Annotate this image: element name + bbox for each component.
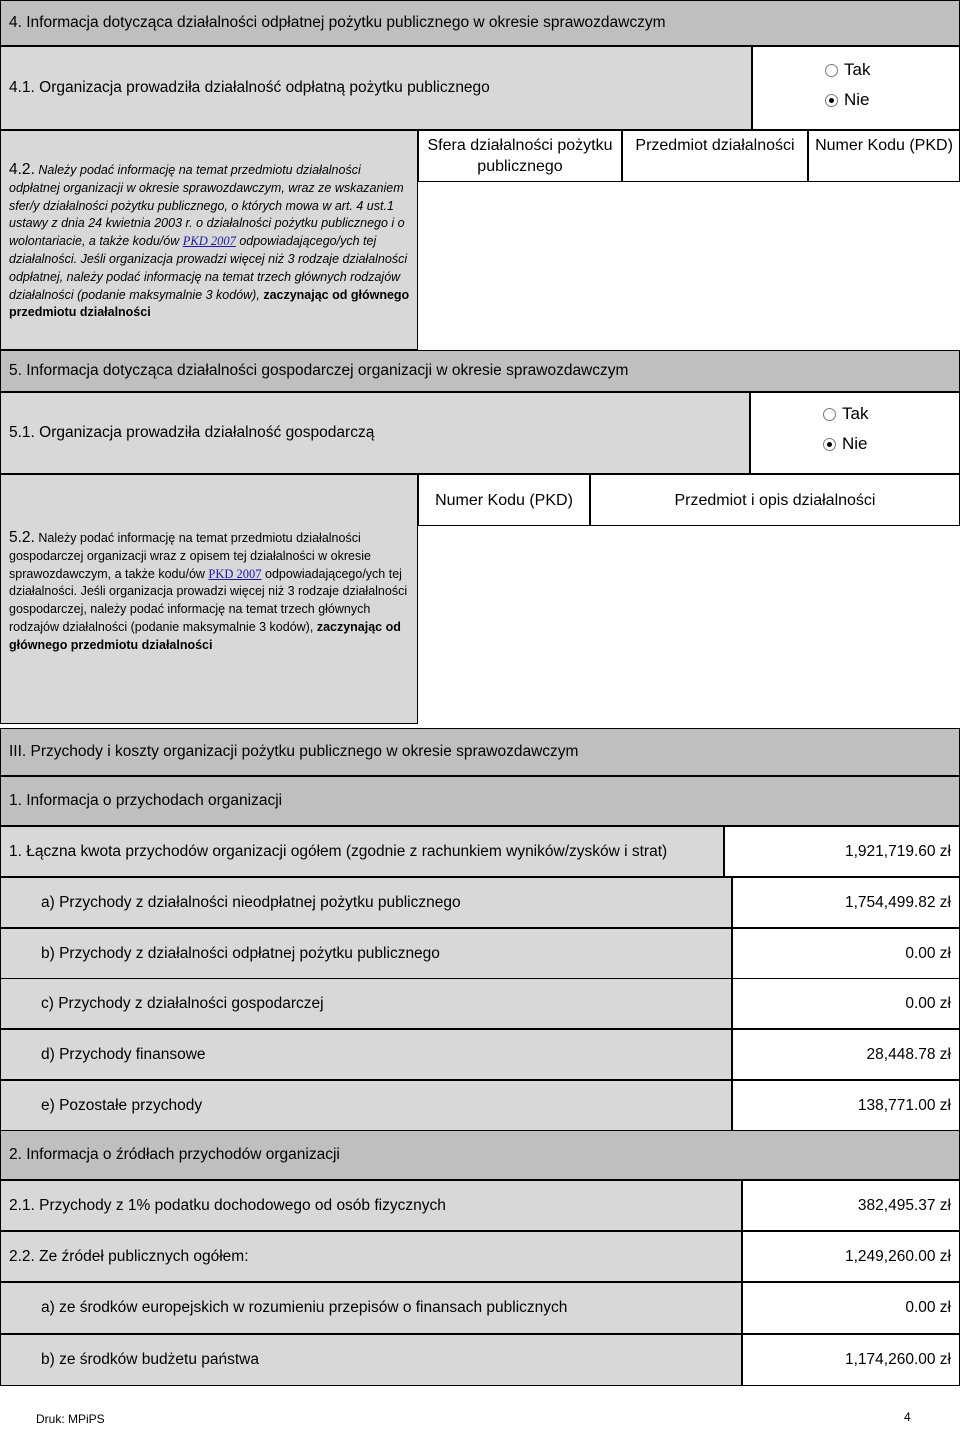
sources-heading: 2. Informacja o źródłach przychodów organizacji	[0, 1130, 960, 1180]
q41-option-tak[interactable]	[825, 55, 959, 85]
q42-text: Należy podać informację na temat przedmiotu działalności odpłatnej organizacji w okresie sprawozdawczym, wraz ze wskazaniem sfer/y działalności pożytku publicznego, o których mowa w art. 4 ust.1 ustawy z dnia 24 kwietnia 2003 r. o działalności pożytku publicznego i o wolontariacie, a także kodu/ów	[9, 163, 405, 249]
source-row-label: 2.2. Ze źródeł publicznych ogółem:	[0, 1231, 742, 1282]
q41-radio-group	[752, 46, 960, 130]
income-row-label: e) Pozostałe przychody	[0, 1080, 732, 1131]
pkd-link[interactable]: PKD 2007	[208, 566, 262, 581]
source-row-value: 1,174,260.00 zł	[742, 1334, 960, 1386]
income-row-value: 1,754,499.82 zł	[732, 877, 960, 928]
source-row-value: 1,249,260.00 zł	[742, 1231, 960, 1282]
income-row-label: a) Przychody z działalności nieodpłatnej pożytku publicznego	[0, 877, 732, 928]
section-4-title: 4. Informacja dotycząca działalności odpłatnej pożytku publicznego w okresie sprawozdawczym	[0, 0, 960, 46]
income-row-label: 1. Łączna kwota przychodów organizacji ogółem (zgodnie z rachunkiem wyników/zysków i strat)	[0, 826, 724, 877]
q42-text-cont: odpowiadającego/ych tej działalności. Jeśli organizacja prowadzi więcej niż 3 rodzaje działalności odpłatnej, należy podać informację na temat trzech głównych rodzajów działalności (podanie maksymalnie 3 kodów),	[9, 234, 408, 302]
col-sfera: Sfera działalności pożytku publicznego	[418, 130, 622, 182]
q52-text-cont: odpowiadającego/ych tej działalności. Jeśli organizacja prowadzi więcej niż 3 rodzaje działalności gospodarczej, należy podać informację na temat trzech głównych rodzajów działalności (podanie maksymalnie 3 kodów),	[9, 566, 408, 634]
source-row-label: b) ze środków budżetu państwa	[0, 1334, 742, 1386]
q51-radio-group	[750, 392, 960, 474]
q52-text-bold: zaczynając od głównego przedmiotu działalności	[9, 619, 401, 652]
income-row-label: d) Przychody finansowe	[0, 1029, 732, 1080]
q42-description	[0, 130, 418, 350]
radio-selected-icon[interactable]	[825, 94, 838, 107]
option-label: Nie	[844, 90, 870, 109]
income-row-label: b) Przychody z działalności odpłatnej pożytku publicznego	[0, 928, 732, 979]
income-row-value: 0.00 zł	[732, 928, 960, 979]
col-kod-5: Numer Kodu (PKD)	[418, 474, 590, 526]
radio-selected-icon[interactable]	[823, 438, 836, 451]
income-row-value: 0.00 zł	[732, 978, 960, 1029]
q42-number: 4.2.	[9, 161, 35, 178]
q52-number: 5.2.	[9, 529, 35, 546]
source-row-label: a) ze środków europejskich w rozumieniu przepisów o finansach publicznych	[0, 1282, 742, 1334]
income-heading: 1. Informacja o przychodach organizacji	[0, 776, 960, 826]
print-label: Druk: MPiPS	[36, 1412, 105, 1426]
q52-description	[0, 474, 418, 724]
income-row-label: c) Przychody z działalności gospodarczej	[0, 978, 732, 1029]
income-row-value: 28,448.78 zł	[732, 1029, 960, 1080]
source-row-value: 382,495.37 zł	[742, 1180, 960, 1231]
col-przedmiot: Przedmiot działalności	[622, 130, 808, 182]
source-row-value: 0.00 zł	[742, 1282, 960, 1334]
source-row-label: 2.1. Przychody z 1% podatku dochodowego od osób fizycznych	[0, 1180, 742, 1231]
col-opis: Przedmiot i opis działalności	[590, 474, 960, 526]
q42-text-bold: zaczynając od głównego przedmiotu działalności	[9, 287, 410, 320]
income-row-value: 1,921,719.60 zł	[724, 826, 960, 877]
pkd-link[interactable]: PKD 2007	[182, 234, 236, 249]
option-label: Tak	[842, 404, 869, 423]
income-row-value: 138,771.00 zł	[732, 1080, 960, 1131]
option-label: Tak	[844, 60, 871, 79]
radio-icon[interactable]	[823, 408, 836, 421]
q51-option-tak[interactable]	[823, 399, 959, 429]
page-number: 4	[904, 1410, 911, 1424]
radio-icon[interactable]	[825, 64, 838, 77]
q41-option-nie[interactable]	[825, 85, 959, 115]
q41-label: 4.1. Organizacja prowadziła działalność odpłatną pożytku publicznego	[0, 46, 752, 130]
option-label: Nie	[842, 434, 868, 453]
col-kod: Numer Kodu (PKD)	[808, 130, 960, 182]
q52-text: Należy podać informację na temat przedmiotu działalności gospodarczej organizacji wraz z opisem tej działalności w okresie sprawozdawczym, a także kodu/ów	[9, 531, 371, 581]
q51-option-nie[interactable]	[823, 429, 959, 459]
section-iii-title: III. Przychody i koszty organizacji pożytku publicznego w okresie sprawozdawczym	[0, 728, 960, 776]
section-5-title: 5. Informacja dotycząca działalności gospodarczej organizacji w okresie sprawozdawczym	[0, 350, 960, 392]
q51-label: 5.1. Organizacja prowadziła działalność gospodarczą	[0, 392, 750, 474]
